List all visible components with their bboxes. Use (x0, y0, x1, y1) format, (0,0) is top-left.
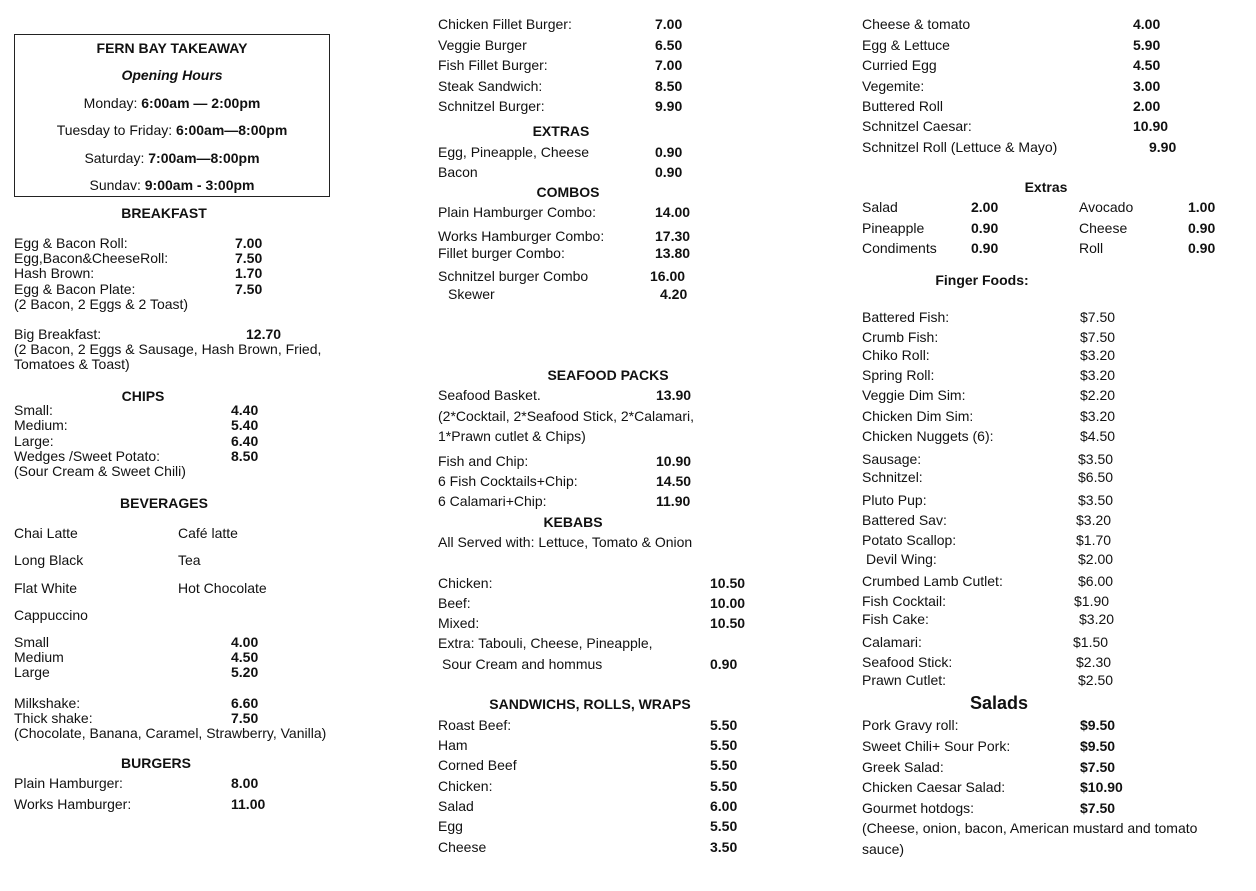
menu-item-note: All Served with: Lettuce, Tomato & Onion (438, 534, 693, 550)
menu-item-price: 5.50 (710, 717, 738, 733)
menu-item-name: Roll (1079, 240, 1104, 256)
menu-item-name: Fish and Chip: (438, 453, 529, 469)
menu-item-name: Large: (14, 433, 54, 449)
menu-item-price: 2.00 (971, 199, 999, 215)
hours-time: 6:00am—8:00pm (176, 122, 288, 138)
section-title-salads: Salads (969, 693, 1029, 713)
menu-item-price: $3.50 (1078, 451, 1114, 467)
menu-item-name: Small (14, 634, 50, 650)
menu-item-name: Cheese (438, 839, 487, 855)
menu-item-name: Mixed: (438, 615, 480, 631)
menu-item-price: $2.00 (1078, 551, 1114, 567)
menu-item-price: 17.30 (655, 228, 691, 244)
shop-name: FERN BAY TAKEAWAY (96, 40, 248, 56)
menu-item-name: Pork Gravy roll: (862, 717, 959, 733)
menu-item-price: 4.50 (1133, 57, 1161, 73)
menu-item-price: 6.40 (231, 433, 259, 449)
section-title-combos: COMBOS (536, 184, 600, 200)
menu-item-price: 7.50 (235, 250, 263, 266)
menu-item-price: $7.50 (1080, 800, 1116, 816)
menu-item-price: 0.90 (655, 144, 683, 160)
menu-item-name: Sweet Chili+ Sour Pork: (862, 738, 1011, 754)
menu-item-note: sauce) (862, 841, 905, 857)
menu-item-price: 6.00 (710, 798, 738, 814)
menu-item-name: Ham (438, 737, 468, 753)
menu-item-price: $3.20 (1079, 611, 1115, 627)
menu-item-price: $9.50 (1080, 738, 1116, 754)
menu-item-name: Schnitzel burger Combo (438, 268, 589, 284)
menu-item-name: Devil Wing: (866, 551, 937, 567)
menu-item-name: Plain Hamburger: (14, 775, 123, 791)
menu-item-price: $1.50 (1073, 634, 1109, 650)
menu-item-name: Egg & Bacon Roll: (14, 235, 128, 251)
section-title-beverages: BEVERAGES (120, 495, 208, 511)
menu-item-name: Skewer (448, 286, 495, 302)
hours-row (15, 95, 329, 112)
hours-day: Monday: (83, 95, 142, 111)
menu-item-price: $2.50 (1078, 672, 1114, 688)
section-title-finger-foods: Finger Foods: (935, 272, 1029, 288)
hours-day: Tuesday to Friday: (56, 122, 177, 138)
menu-item-name: Spring Roll: (862, 367, 935, 383)
menu-item-name: Salad (438, 798, 474, 814)
menu-item-price: 7.00 (655, 57, 683, 73)
menu-item-price: 10.50 (710, 575, 746, 591)
opening-hours-heading: Opening Hours (121, 67, 223, 83)
menu-item-name: Cheese (1079, 220, 1128, 236)
menu-item-name: Chicken Nuggets (6): (862, 428, 994, 444)
menu-item-price: 14.50 (656, 473, 692, 489)
menu-item-price: 0.90 (1188, 220, 1216, 236)
menu-item-name: Egg & Lettuce (862, 37, 950, 53)
menu-item-price: 13.90 (656, 387, 692, 403)
menu-item-name: Works Hamburger Combo: (438, 228, 605, 244)
menu-item-price: $3.50 (1078, 492, 1114, 508)
menu-item-price: 3.00 (1133, 78, 1161, 94)
menu-item-name: Seafood Basket. (438, 387, 541, 403)
menu-item-price: 13.80 (655, 245, 691, 261)
beverage-item: Tea (178, 552, 201, 568)
menu-item-price: 10.90 (1133, 118, 1169, 134)
menu-item-price: $7.50 (1080, 759, 1116, 775)
menu-item-name: Curried Egg (862, 57, 937, 73)
menu-item-price: $9.50 (1080, 717, 1116, 733)
menu-item-price: 0.90 (655, 164, 683, 180)
menu-item-name: Fish Fillet Burger: (438, 57, 548, 73)
menu-item-price: 10.90 (656, 453, 692, 469)
menu-item-name: Chicken: (438, 778, 493, 794)
menu-item-price: 5.50 (710, 737, 738, 753)
menu-item-name: Battered Fish: (862, 309, 950, 325)
menu-item-price: 14.00 (655, 204, 691, 220)
hours-day: Saturday: (84, 150, 149, 166)
menu-item-price: $3.20 (1080, 347, 1116, 363)
section-title-sandwiches: SANDWICHS, ROLLS, WRAPS (489, 696, 691, 712)
menu-item-price: 4.20 (660, 286, 688, 302)
menu-item-price: 10.50 (710, 615, 746, 631)
menu-item-price: 2.00 (1133, 98, 1161, 114)
menu-item-name: Seafood Stick: (862, 654, 953, 670)
menu-item-name: Hash Brown: (14, 265, 95, 281)
menu-item-price: 0.90 (710, 656, 738, 672)
beverage-item: Hot Chocolate (178, 580, 267, 596)
menu-item-price: 4.40 (231, 402, 259, 418)
menu-item-name: Schnitzel Burger: (438, 98, 545, 114)
menu-item-name: Sausage: (862, 451, 922, 467)
menu-item-price: 4.00 (231, 634, 259, 650)
hours-day: Sundav: (89, 177, 145, 193)
menu-item-note: (2 Bacon, 2 Eggs & Sausage, Hash Brown, Fried, (14, 341, 322, 357)
hours-time: 6:00am — 2:00pm (141, 95, 261, 111)
menu-item-name: Big Breakfast: (14, 326, 102, 342)
menu-item-name: Egg (438, 818, 463, 834)
menu-item-name: Greek Salad: (862, 759, 944, 775)
menu-item-price: 5.50 (710, 818, 738, 834)
menu-item-note: (2*Cocktail, 2*Seafood Stick, 2*Calamari, (438, 408, 695, 424)
menu-item-name: Small: (14, 402, 53, 418)
menu-item-price: $1.90 (1074, 593, 1110, 609)
menu-item-price: 1.70 (235, 265, 263, 281)
hours-time: 7:00am—8:00pm (148, 150, 260, 166)
menu-item-price: 0.90 (971, 220, 999, 236)
menu-item-name: Plain Hamburger Combo: (438, 204, 596, 220)
menu-item-name: Veggie Burger (438, 37, 527, 53)
menu-item-price: 4.00 (1133, 16, 1161, 32)
menu-item-note: Tomatoes & Toast) (14, 356, 130, 372)
menu-item-name: Fillet burger Combo: (438, 245, 565, 261)
menu-item-name: Chicken: (438, 575, 493, 591)
menu-item-note: (Cheese, onion, bacon, American mustard and tomato (862, 820, 1198, 836)
menu-item-price: $6.50 (1078, 469, 1114, 485)
menu-item-price: 6.60 (231, 695, 259, 711)
menu-item-name: Egg & Bacon Plate: (14, 281, 136, 297)
menu-item-name: Chicken Dim Sim: (862, 408, 974, 424)
menu-item-name: Large (14, 664, 50, 680)
menu-item-name: Egg, Pineapple, Cheese (438, 144, 589, 160)
menu-item-note: (Chocolate, Banana, Caramel, Strawberry, Vanilla) (14, 725, 327, 741)
menu-item-price: 8.00 (231, 775, 259, 791)
hours-row (15, 177, 329, 194)
hours-time: 9:00am - 3:00pm (144, 177, 255, 193)
menu-item-note: (2 Bacon, 2 Eggs & 2 Toast) (14, 296, 189, 312)
menu-item-price: 7.50 (235, 281, 263, 297)
menu-item-name: Beef: (438, 595, 471, 611)
menu-item-price: $6.00 (1078, 573, 1114, 589)
menu-item-price: $3.20 (1080, 408, 1116, 424)
menu-item-name: Steak Sandwich: (438, 78, 543, 94)
menu-item-note: 1*Prawn cutlet & Chips) (438, 428, 586, 444)
menu-item-note: (Sour Cream & Sweet Chili) (14, 463, 186, 479)
menu-item-name: Egg,Bacon&CheeseRoll: (14, 250, 169, 266)
hours-row (15, 122, 329, 139)
menu-item-name: Roast Beef: (438, 717, 512, 733)
section-title-extras: Extras (1024, 179, 1068, 195)
menu-item-name: 6 Fish Cocktails+Chip: (438, 473, 578, 489)
menu-item-name: Bacon (438, 164, 478, 180)
menu-item-price: $4.50 (1080, 428, 1116, 444)
menu-item-name: Fish Cake: (862, 611, 929, 627)
menu-item-price: 7.50 (231, 710, 259, 726)
menu-item-name: Schnitzel Caesar: (862, 118, 972, 134)
menu-item-price: 6.50 (655, 37, 683, 53)
menu-item-name: Crumbed Lamb Cutlet: (862, 573, 1003, 589)
menu-item-name: Calamari: (862, 634, 922, 650)
menu-item-price: 0.90 (1188, 240, 1216, 256)
section-title-extras: EXTRAS (532, 123, 590, 139)
section-title-burgers: BURGERS (120, 755, 191, 771)
menu-item-name: 6 Calamari+Chip: (438, 493, 547, 509)
opening-hours-box (14, 34, 330, 197)
menu-item-price: 8.50 (655, 78, 683, 94)
section-title-chips: CHIPS (121, 388, 165, 404)
menu-item-name: Milkshake: (14, 695, 81, 711)
menu-item-price: $10.90 (1080, 779, 1123, 795)
menu-item-name: Medium: (14, 417, 68, 433)
menu-item-price: 11.00 (231, 796, 266, 812)
menu-item-price: 1.00 (1188, 199, 1216, 215)
menu-item-name: Gourmet hotdogs: (862, 800, 975, 816)
menu-item-name: Schnitzel Roll (Lettuce & Mayo) (862, 139, 1058, 155)
menu-item-price: 5.90 (1133, 37, 1161, 53)
menu-item-name: Pineapple (862, 220, 925, 236)
menu-item-note: Extra: Tabouli, Cheese, Pineapple, (438, 635, 653, 651)
menu-item-price: 7.00 (655, 16, 683, 32)
menu-item-name: Chiko Roll: (862, 347, 930, 363)
section-title-seafood-packs: SEAFOOD PACKS (547, 367, 669, 383)
menu-item-name: Cheese & tomato (862, 16, 971, 32)
menu-item-price: $3.20 (1080, 367, 1116, 383)
menu-item-price: 3.50 (710, 839, 738, 855)
menu-item-price: 5.50 (710, 778, 738, 794)
menu-item-name: Wedges /Sweet Potato: (14, 448, 161, 464)
menu-item-price: $7.50 (1080, 309, 1116, 325)
beverage-item: Chai Latte (14, 525, 78, 541)
menu-item-price: 8.50 (231, 448, 259, 464)
menu-item-name: Battered Sav: (862, 512, 947, 528)
menu-item-price: 7.00 (235, 235, 263, 251)
menu-item-name: Chicken Fillet Burger: (438, 16, 572, 32)
menu-item-name: Avocado (1079, 199, 1134, 215)
menu-item-price: $2.30 (1076, 654, 1112, 670)
hours-row (15, 150, 329, 167)
menu-item-name: Condiments (862, 240, 937, 256)
menu-item-price: 12.70 (246, 326, 282, 342)
menu-item-name: Pluto Pup: (862, 492, 927, 508)
menu-item-name: Salad (862, 199, 898, 215)
menu-item-price: 5.50 (710, 757, 738, 773)
menu-item-name: Veggie Dim Sim: (862, 387, 966, 403)
menu-item-price: 4.50 (231, 649, 259, 665)
menu-item-name: Schnitzel: (862, 469, 923, 485)
menu-item-name: Works Hamburger: (14, 796, 132, 812)
menu-item-price: 5.40 (231, 417, 259, 433)
menu-item-name: Medium (14, 649, 64, 665)
menu-item-price: $2.20 (1080, 387, 1116, 403)
menu-item-price: 0.90 (971, 240, 999, 256)
beverage-item: Cappuccino (14, 607, 88, 623)
menu-item-name: Fish Cocktail: (862, 593, 947, 609)
menu-item-price: 11.90 (656, 493, 691, 509)
menu-item-price: 9.90 (655, 98, 683, 114)
menu-item-name: Chicken Caesar Salad: (862, 779, 1006, 795)
menu-item-name: Thick shake: (14, 710, 93, 726)
menu-item-price: 10.00 (710, 595, 746, 611)
menu-item-price: $3.20 (1076, 512, 1112, 528)
menu-item-name: Vegemite: (862, 78, 925, 94)
menu-item-name: Buttered Roll (862, 98, 943, 114)
menu-item-name: Prawn Cutlet: (862, 672, 947, 688)
menu-item-price: $7.50 (1080, 329, 1116, 345)
menu-item-price: $1.70 (1076, 532, 1112, 548)
section-title-breakfast: BREAKFAST (121, 205, 207, 221)
menu-item-price: 9.90 (1149, 139, 1177, 155)
beverage-item: Café latte (178, 525, 238, 541)
menu-item-note: Sour Cream and hommus (442, 656, 603, 672)
menu-item-name: Crumb Fish: (862, 329, 939, 345)
beverage-item: Long Black (14, 552, 84, 568)
menu-item-name: Corned Beef (438, 757, 517, 773)
beverage-item: Flat White (14, 580, 78, 596)
menu-item-price: 5.20 (231, 664, 259, 680)
menu-item-price: 16.00 (650, 268, 686, 284)
menu-item-name: Potato Scallop: (862, 532, 957, 548)
section-title-kebabs: KEBABS (543, 514, 603, 530)
